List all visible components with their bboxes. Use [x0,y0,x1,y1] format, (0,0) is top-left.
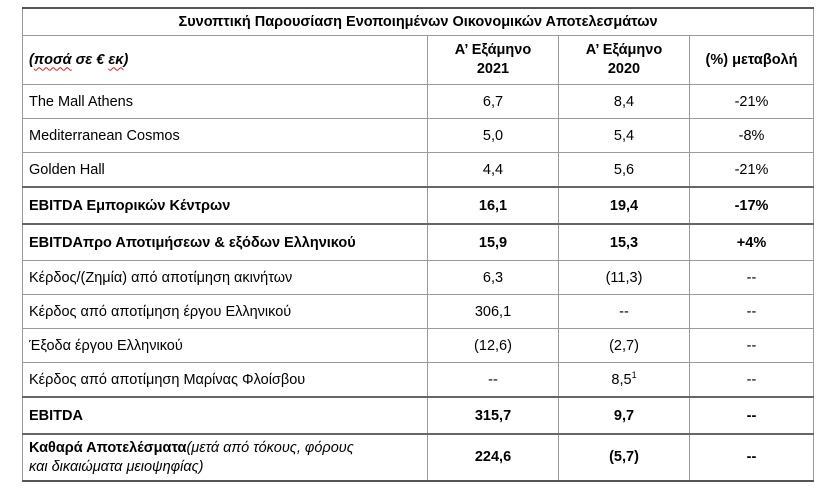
table-row [23,153,814,188]
table-row [23,295,814,329]
footnote-marker: 1 [631,369,637,380]
row-label: EBITDA [23,397,428,434]
value-change: +4% [690,224,814,261]
table-row [23,329,814,363]
row-label [23,434,428,481]
value-change: -21% [690,85,814,119]
value-2021: 224,6 [428,434,559,481]
value-2020: (11,3) [559,261,690,295]
net-results-note-line1: (μετά από τόκους, φόρους [186,439,354,456]
header-units-label: (ποσά σε € εκ) [23,36,428,85]
value-2021: (12,6) [428,329,559,363]
row-label: The Mall Athens [23,85,428,119]
value-2020: 5,4 [559,119,690,153]
row-label: Golden Hall [23,153,428,188]
value-2020 [559,363,690,398]
value-2021: 315,7 [428,397,559,434]
value-2021: -- [428,363,559,398]
value-2021: 15,9 [428,224,559,261]
table-row [23,397,814,434]
value-2020-text: 8,5 [611,371,632,388]
header-change: (%) μεταβολή [690,36,814,85]
net-results-note-line2: και δικαιώματα μειοψηφίας) [29,458,204,475]
row-label: Κέρδος από αποτίμηση Μαρίνας Φλοίσβου [23,363,428,398]
value-change: -8% [690,119,814,153]
table-header-row [23,36,814,85]
value-2021: 306,1 [428,295,559,329]
value-change: -- [690,397,814,434]
table-row [23,187,814,224]
row-label: Έξοδα έργου Ελληνικού [23,329,428,363]
value-2020: 5,6 [559,153,690,188]
value-2020: 8,4 [559,85,690,119]
row-label: EBITDA Εμπορικών Κέντρων [23,187,428,224]
row-label: EBITDAπρο Αποτιμήσεων & εξόδων Ελληνικού [23,224,428,261]
financial-results-table [22,7,814,482]
value-2020: 15,3 [559,224,690,261]
value-2020: 19,4 [559,187,690,224]
table-row [23,434,814,481]
table-row [23,363,814,398]
value-change: -- [690,434,814,481]
table-row [23,261,814,295]
value-2021: 6,3 [428,261,559,295]
table-row [23,119,814,153]
value-change: -- [690,261,814,295]
header-h1-2020: Α’ Εξάμηνο 2020 [559,36,690,85]
row-label: Mediterranean Cosmos [23,119,428,153]
header-h1-2021: Α’ Εξάμηνο 2021 [428,36,559,85]
value-2021: 6,7 [428,85,559,119]
table-title: Συνοπτική Παρουσίαση Ενοποιημένων Οικονομικών Αποτελεσμάτων [23,8,814,36]
value-2021: 16,1 [428,187,559,224]
value-2021: 4,4 [428,153,559,188]
table-row [23,224,814,261]
net-results-label: Καθαρά Αποτελέσματα [29,439,187,456]
value-change: -- [690,363,814,398]
table-row [23,85,814,119]
value-2020: (2,7) [559,329,690,363]
value-2020: (5,7) [559,434,690,481]
row-label: Κέρδος από αποτίμηση έργου Ελληνικού [23,295,428,329]
value-2021: 5,0 [428,119,559,153]
value-change: -- [690,295,814,329]
value-2020: 9,7 [559,397,690,434]
value-change: -- [690,329,814,363]
table-title-row [23,8,814,36]
value-change: -17% [690,187,814,224]
row-label: Κέρδος/(Ζημία) από αποτίμηση ακινήτων [23,261,428,295]
value-change: -21% [690,153,814,188]
value-2020: -- [559,295,690,329]
